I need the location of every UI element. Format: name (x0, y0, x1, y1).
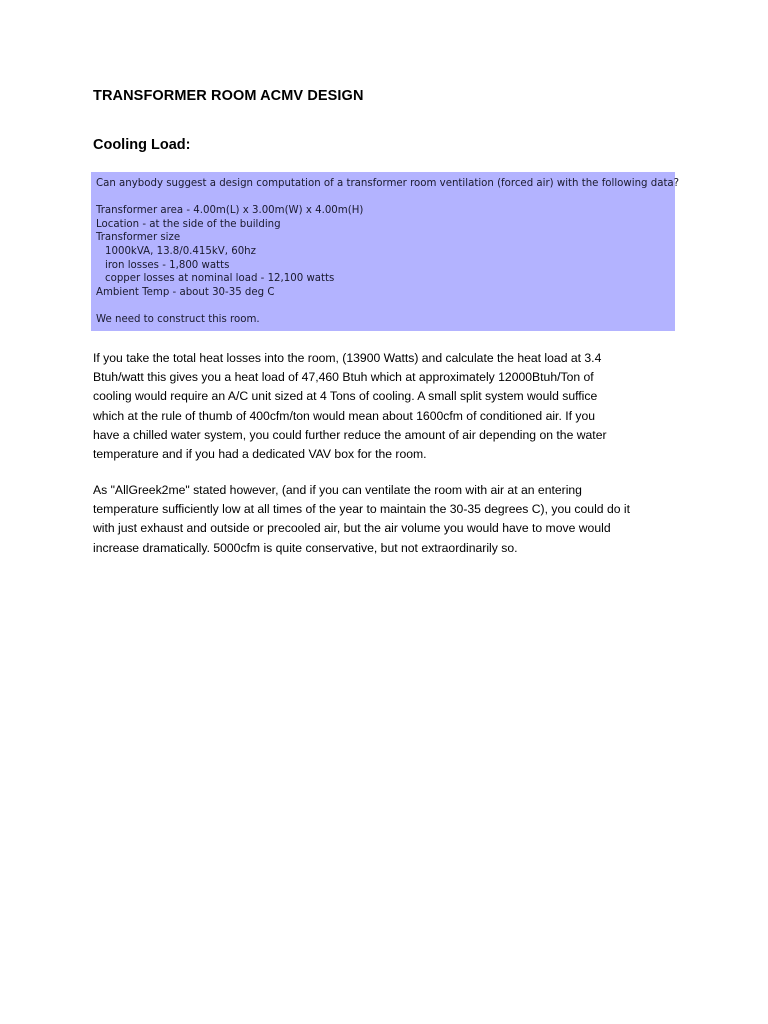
paragraph-ventilation (93, 481, 685, 558)
quote-line (96, 191, 675, 205)
quote-line: Ambient Temp - about 30-35 deg C (96, 286, 275, 298)
paragraph-line: temperature and if you had a dedicated VAV box for the room. (93, 447, 427, 462)
quote-line: We need to construct this room. (96, 313, 260, 325)
paragraph-line: As "AllGreek2me" stated however, (and if you can ventilate the room with air at an entering (93, 483, 582, 497)
quote-line: iron losses - 1,800 watts (105, 259, 230, 271)
quote-line: 1000kVA, 13.8/0.415kV, 60hz (105, 245, 256, 257)
paragraph-line: increase dramatically. 5000cfm is quite conservative, but not extraordinarily so. (93, 540, 518, 555)
quote-line: Transformer area - 4.00m(L) x 3.00m(W) x 4.00m(H) (96, 205, 364, 217)
paragraph-line: which at the rule of thumb of 400cfm/ton would mean about 1600cfm of conditioned air. If you (93, 408, 596, 423)
quote-line: Transformer size (96, 232, 181, 244)
paragraph-line: have a chilled water system, you could further reduce the amount of air depending on the water (93, 427, 607, 442)
quote-line: Location - at the side of the building (96, 218, 281, 230)
paragraph-line: cooling would require an A/C unit sized at 4 Tons of cooling. A small split system would suffice (93, 389, 598, 404)
quote-line: Can anybody suggest a design computation of a transformer room ventilation (forced air) with the following data? (96, 178, 680, 189)
paragraph-line: with just exhaust and outside or precooled air, but the air volume you would have to move would (93, 521, 611, 536)
paragraph-line: Btuh/watt this gives you a heat load of 47,460 Btuh which at approximately 12000Btuh/Ton of (93, 370, 594, 385)
quote-line: copper losses at nominal load - 12,100 watts (105, 273, 335, 285)
quote-line (96, 299, 675, 313)
document-title: TRANSFORMER ROOM ACMV DESIGN (93, 88, 364, 104)
quoted-question-box (91, 172, 680, 331)
paragraph-line: If you take the total heat losses into the room, (13900 Watts) and calculate the heat load at 3.4 (93, 351, 602, 365)
section-heading-cooling-load: Cooling Load: (93, 137, 191, 153)
paragraph-heat-load (93, 349, 685, 464)
paragraph-line: temperature sufficiently low at all times of the year to maintain the 30-35 degrees C), you could do it (93, 502, 630, 517)
